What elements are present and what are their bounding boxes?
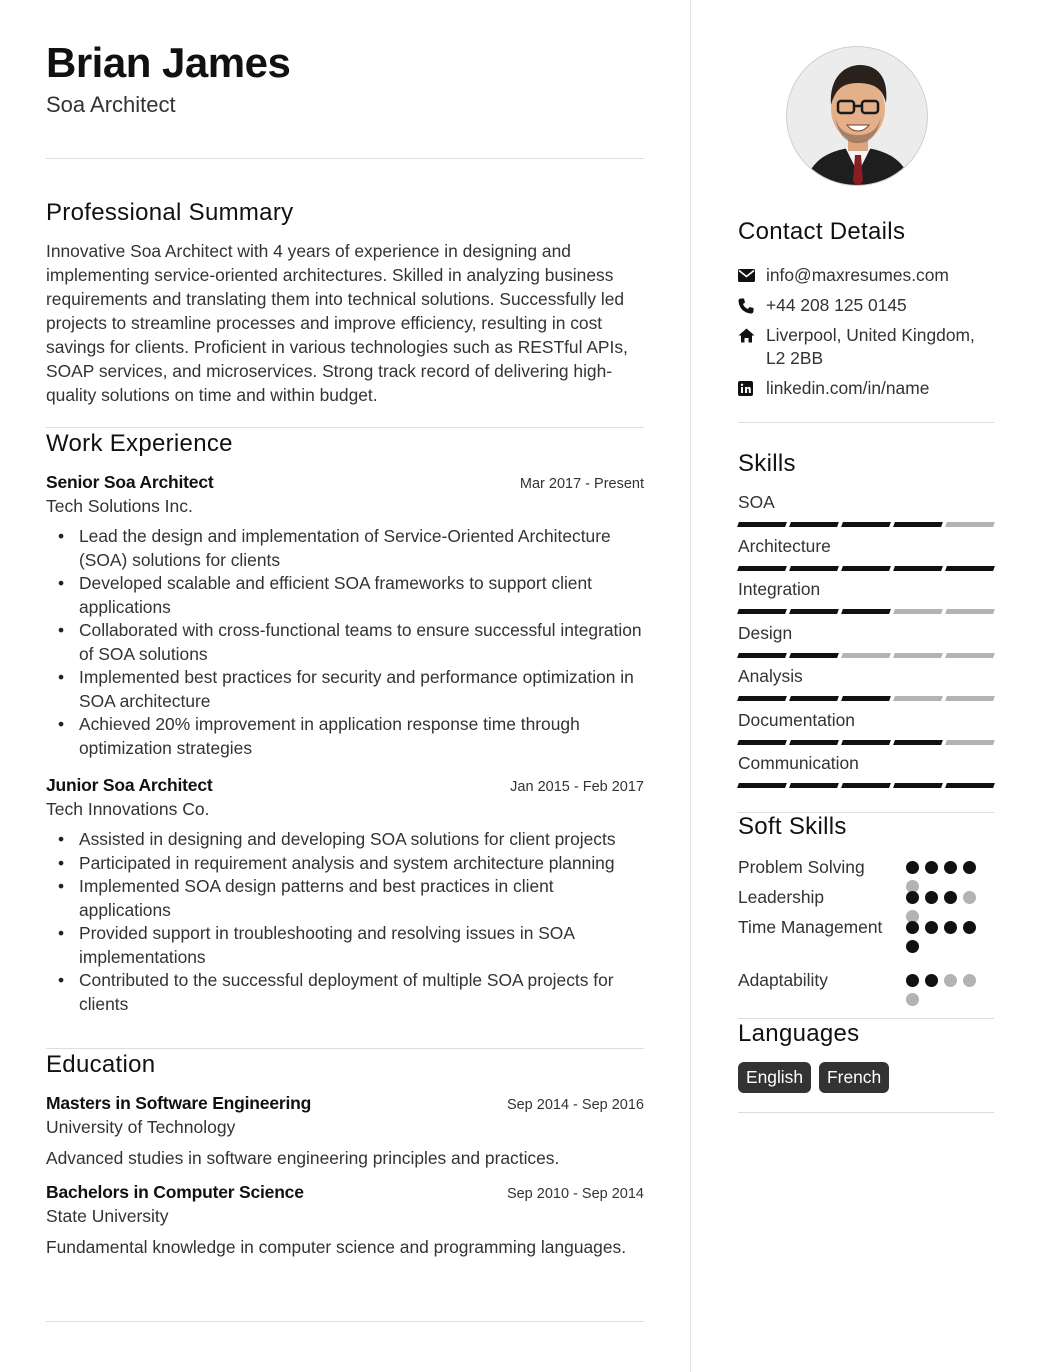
- skill-level-segment: [789, 696, 839, 701]
- education-description: Advanced studies in software engineering principles and practices.: [46, 1148, 560, 1169]
- rating-dot: [925, 921, 938, 934]
- soft-skill-label: Time Management: [738, 917, 883, 937]
- list-item: • Achieved 20% improvement in application response time through optimization strategies: [46, 713, 644, 760]
- skill-level-segment: [841, 740, 891, 745]
- list-item: • Assisted in designing and developing SOA solutions for client projects: [46, 828, 644, 852]
- skill-level-segment: [789, 522, 839, 527]
- home-icon: [738, 324, 766, 347]
- list-item: • Participated in requirement analysis and system architecture planning: [46, 852, 644, 876]
- education-entry: [46, 1093, 644, 1170]
- list-item: • Implemented best practices for security and performance optimization in SOA architecture: [46, 666, 644, 713]
- linkedin-icon: [738, 377, 766, 400]
- education-date: Sep 2014 - Sep 2016: [506, 1097, 644, 1114]
- divider: [46, 158, 644, 159]
- soft-skill-label: Adaptability: [738, 970, 828, 990]
- skill-level-segment: [737, 609, 787, 614]
- skill-label: Analysis: [738, 666, 803, 686]
- skill-level-bar: [738, 522, 994, 527]
- skill-level-segment: [945, 566, 995, 571]
- job-bullets: [46, 525, 644, 760]
- skill-item: [738, 490, 994, 534]
- soft-skill-label: Problem Solving: [738, 857, 865, 877]
- rating-dot: [925, 974, 938, 987]
- degree-name: Masters in Software Engineering: [46, 1093, 312, 1114]
- skill-item: [738, 577, 994, 621]
- summary-heading: Professional Summary: [46, 199, 294, 227]
- candidate-title: Soa Architect: [46, 92, 176, 118]
- skill-level-segment: [893, 653, 943, 658]
- skill-label: Communication: [738, 753, 859, 773]
- skill-level-segment: [737, 783, 787, 788]
- skill-level-segment: [841, 566, 891, 571]
- skill-level-segment: [737, 696, 787, 701]
- skill-level-segment: [737, 522, 787, 527]
- skill-level-segment: [945, 740, 995, 745]
- skill-level-bar: [738, 696, 994, 701]
- skill-level-bar: [738, 740, 994, 745]
- contact-address: [738, 324, 994, 370]
- skill-level-segment: [789, 740, 839, 745]
- skill-level-segment: [945, 696, 995, 701]
- skill-level-segment: [737, 653, 787, 658]
- skill-item: [738, 534, 994, 578]
- divider: [46, 1321, 644, 1322]
- column-divider: [690, 0, 691, 1372]
- rating-dot: [906, 940, 919, 953]
- school-name: State University: [46, 1206, 169, 1227]
- job-date: Mar 2017 - Present: [519, 476, 644, 493]
- skill-label: Documentation: [738, 709, 855, 730]
- skill-item: [738, 751, 994, 795]
- job-entry: [46, 472, 644, 760]
- skill-level-segment: [893, 696, 943, 701]
- rating-dot: [906, 891, 919, 904]
- skill-label: Integration: [738, 579, 821, 599]
- list-item: • Implemented SOA design patterns and best practices in client applications: [46, 875, 644, 922]
- skill-level-segment: [841, 696, 891, 701]
- job-bullets: [46, 828, 644, 1016]
- skill-level-segment: [893, 740, 943, 745]
- contact-linkedin-text: linkedin.com/in/name: [766, 378, 930, 398]
- skill-level-segment: [789, 653, 839, 658]
- rating-dot: [906, 861, 919, 874]
- list-item: • Contributed to the successful deployment of multiple SOA projects for clients: [46, 969, 644, 1016]
- rating-dot: [944, 974, 957, 987]
- job-company: Tech Solutions Inc.: [46, 496, 193, 517]
- soft-skills-list: [738, 855, 994, 1018]
- rating-dot: [906, 993, 919, 1006]
- envelope-icon: [738, 264, 766, 287]
- contact-email[interactable]: [738, 264, 994, 287]
- job-role: Senior Soa Architect: [46, 472, 214, 493]
- school-name: University of Technology: [46, 1117, 236, 1138]
- skill-item: [738, 664, 994, 708]
- job-role: Junior Soa Architect: [46, 775, 213, 796]
- skill-level-segment: [789, 566, 839, 571]
- job-entry: [46, 775, 644, 1016]
- rating-dot: [944, 891, 957, 904]
- skill-level-segment: [841, 609, 891, 614]
- rating-dot: [906, 974, 919, 987]
- skill-level-segment: [945, 522, 995, 527]
- main-column: [46, 40, 644, 1259]
- skill-level-segment: [893, 783, 943, 788]
- avatar: [786, 46, 928, 186]
- soft-skill-rating: [906, 915, 986, 953]
- job-date: Jan 2015 - Feb 2017: [510, 779, 644, 796]
- language-chip: French: [819, 1062, 889, 1093]
- contact-phone[interactable]: [738, 294, 994, 317]
- rating-dot: [944, 861, 957, 874]
- skill-level-segment: [893, 522, 943, 527]
- contact-heading: Contact Details: [738, 218, 906, 245]
- skill-level-segment: [893, 609, 943, 614]
- soft-skill-item: [738, 855, 994, 885]
- soft-skill-item: [738, 915, 994, 968]
- contact-address-text: Liverpool, United Kingdom, L2 2BB: [766, 325, 975, 368]
- skill-item: [738, 708, 994, 752]
- skill-item: [738, 621, 994, 665]
- skill-label: Architecture: [738, 535, 831, 556]
- contact-phone-text: +44 208 125 0145: [766, 295, 907, 315]
- summary-text: Innovative Soa Architect with 4 years of experience in designing and implementing service-oriented architectures. Skilled in analyzing business requirements and translating them into technical solutions. Successfully led projects to streamline processes and improve efficiency, resulting in cost savings for clients. Proficient in various technologies such as RESTful APIs, SOAP services, and microservices. Strong track record of delivering high-quality solutions on time and within budget.: [46, 241, 628, 406]
- profile-photo-icon: [787, 47, 928, 186]
- contact-list: [738, 264, 994, 407]
- education-entry: [46, 1182, 644, 1259]
- skills-heading: Skills: [738, 450, 796, 477]
- languages-list: [738, 1062, 889, 1093]
- skill-level-bar: [738, 783, 994, 788]
- skill-level-bar: [738, 566, 994, 571]
- soft-skill-item: [738, 885, 994, 915]
- skill-label: Design: [738, 622, 793, 643]
- soft-skill-label: Leadership: [738, 887, 825, 907]
- education-heading: Education: [46, 1051, 156, 1079]
- rating-dot: [963, 891, 976, 904]
- skill-level-bar: [738, 609, 994, 614]
- language-chip: English: [738, 1062, 811, 1093]
- degree-name: Bachelors in Computer Science: [46, 1182, 304, 1203]
- rating-dot: [925, 891, 938, 904]
- phone-icon: [738, 294, 766, 317]
- skill-level-segment: [841, 783, 891, 788]
- list-item: • Collaborated with cross-functional teams to ensure successful integration of SOA solutions: [46, 619, 644, 666]
- education-description: Fundamental knowledge in computer science and programming languages.: [46, 1237, 627, 1258]
- skill-level-segment: [789, 783, 839, 788]
- skill-level-segment: [945, 653, 995, 658]
- contact-linkedin[interactable]: [738, 377, 994, 400]
- skill-level-segment: [737, 566, 787, 571]
- divider: [738, 1112, 994, 1113]
- list-item: • Developed scalable and efficient SOA frameworks to support client applications: [46, 572, 644, 619]
- skill-label: SOA: [738, 492, 775, 512]
- skill-level-segment: [945, 783, 995, 788]
- divider: [738, 1018, 994, 1019]
- list-item: • Provided support in troubleshooting and resolving issues in SOA implementations: [46, 922, 644, 969]
- skill-level-segment: [945, 609, 995, 614]
- languages-heading: Languages: [738, 1020, 860, 1047]
- divider: [738, 422, 994, 423]
- rating-dot: [906, 921, 919, 934]
- rating-dot: [963, 921, 976, 934]
- rating-dot: [925, 861, 938, 874]
- skill-level-segment: [841, 522, 891, 527]
- soft-skills-heading: Soft Skills: [738, 813, 847, 840]
- job-company: Tech Innovations Co.: [46, 799, 210, 820]
- skills-list: [738, 490, 994, 795]
- soft-skill-item: [738, 968, 994, 1018]
- rating-dot: [963, 861, 976, 874]
- skill-level-bar: [738, 653, 994, 658]
- education-date: Sep 2010 - Sep 2014: [506, 1186, 644, 1203]
- skill-level-segment: [737, 740, 787, 745]
- skill-level-segment: [789, 609, 839, 614]
- rating-dot: [963, 974, 976, 987]
- list-item: • Lead the design and implementation of Service-Oriented Architecture (SOA) solutions for clients: [46, 525, 644, 572]
- work-heading: Work Experience: [46, 430, 233, 458]
- skill-level-segment: [841, 653, 891, 658]
- soft-skill-rating: [906, 968, 986, 1006]
- rating-dot: [944, 921, 957, 934]
- contact-email-text: info@maxresumes.com: [766, 265, 949, 285]
- candidate-name: Brian James: [46, 39, 291, 86]
- skill-level-segment: [893, 566, 943, 571]
